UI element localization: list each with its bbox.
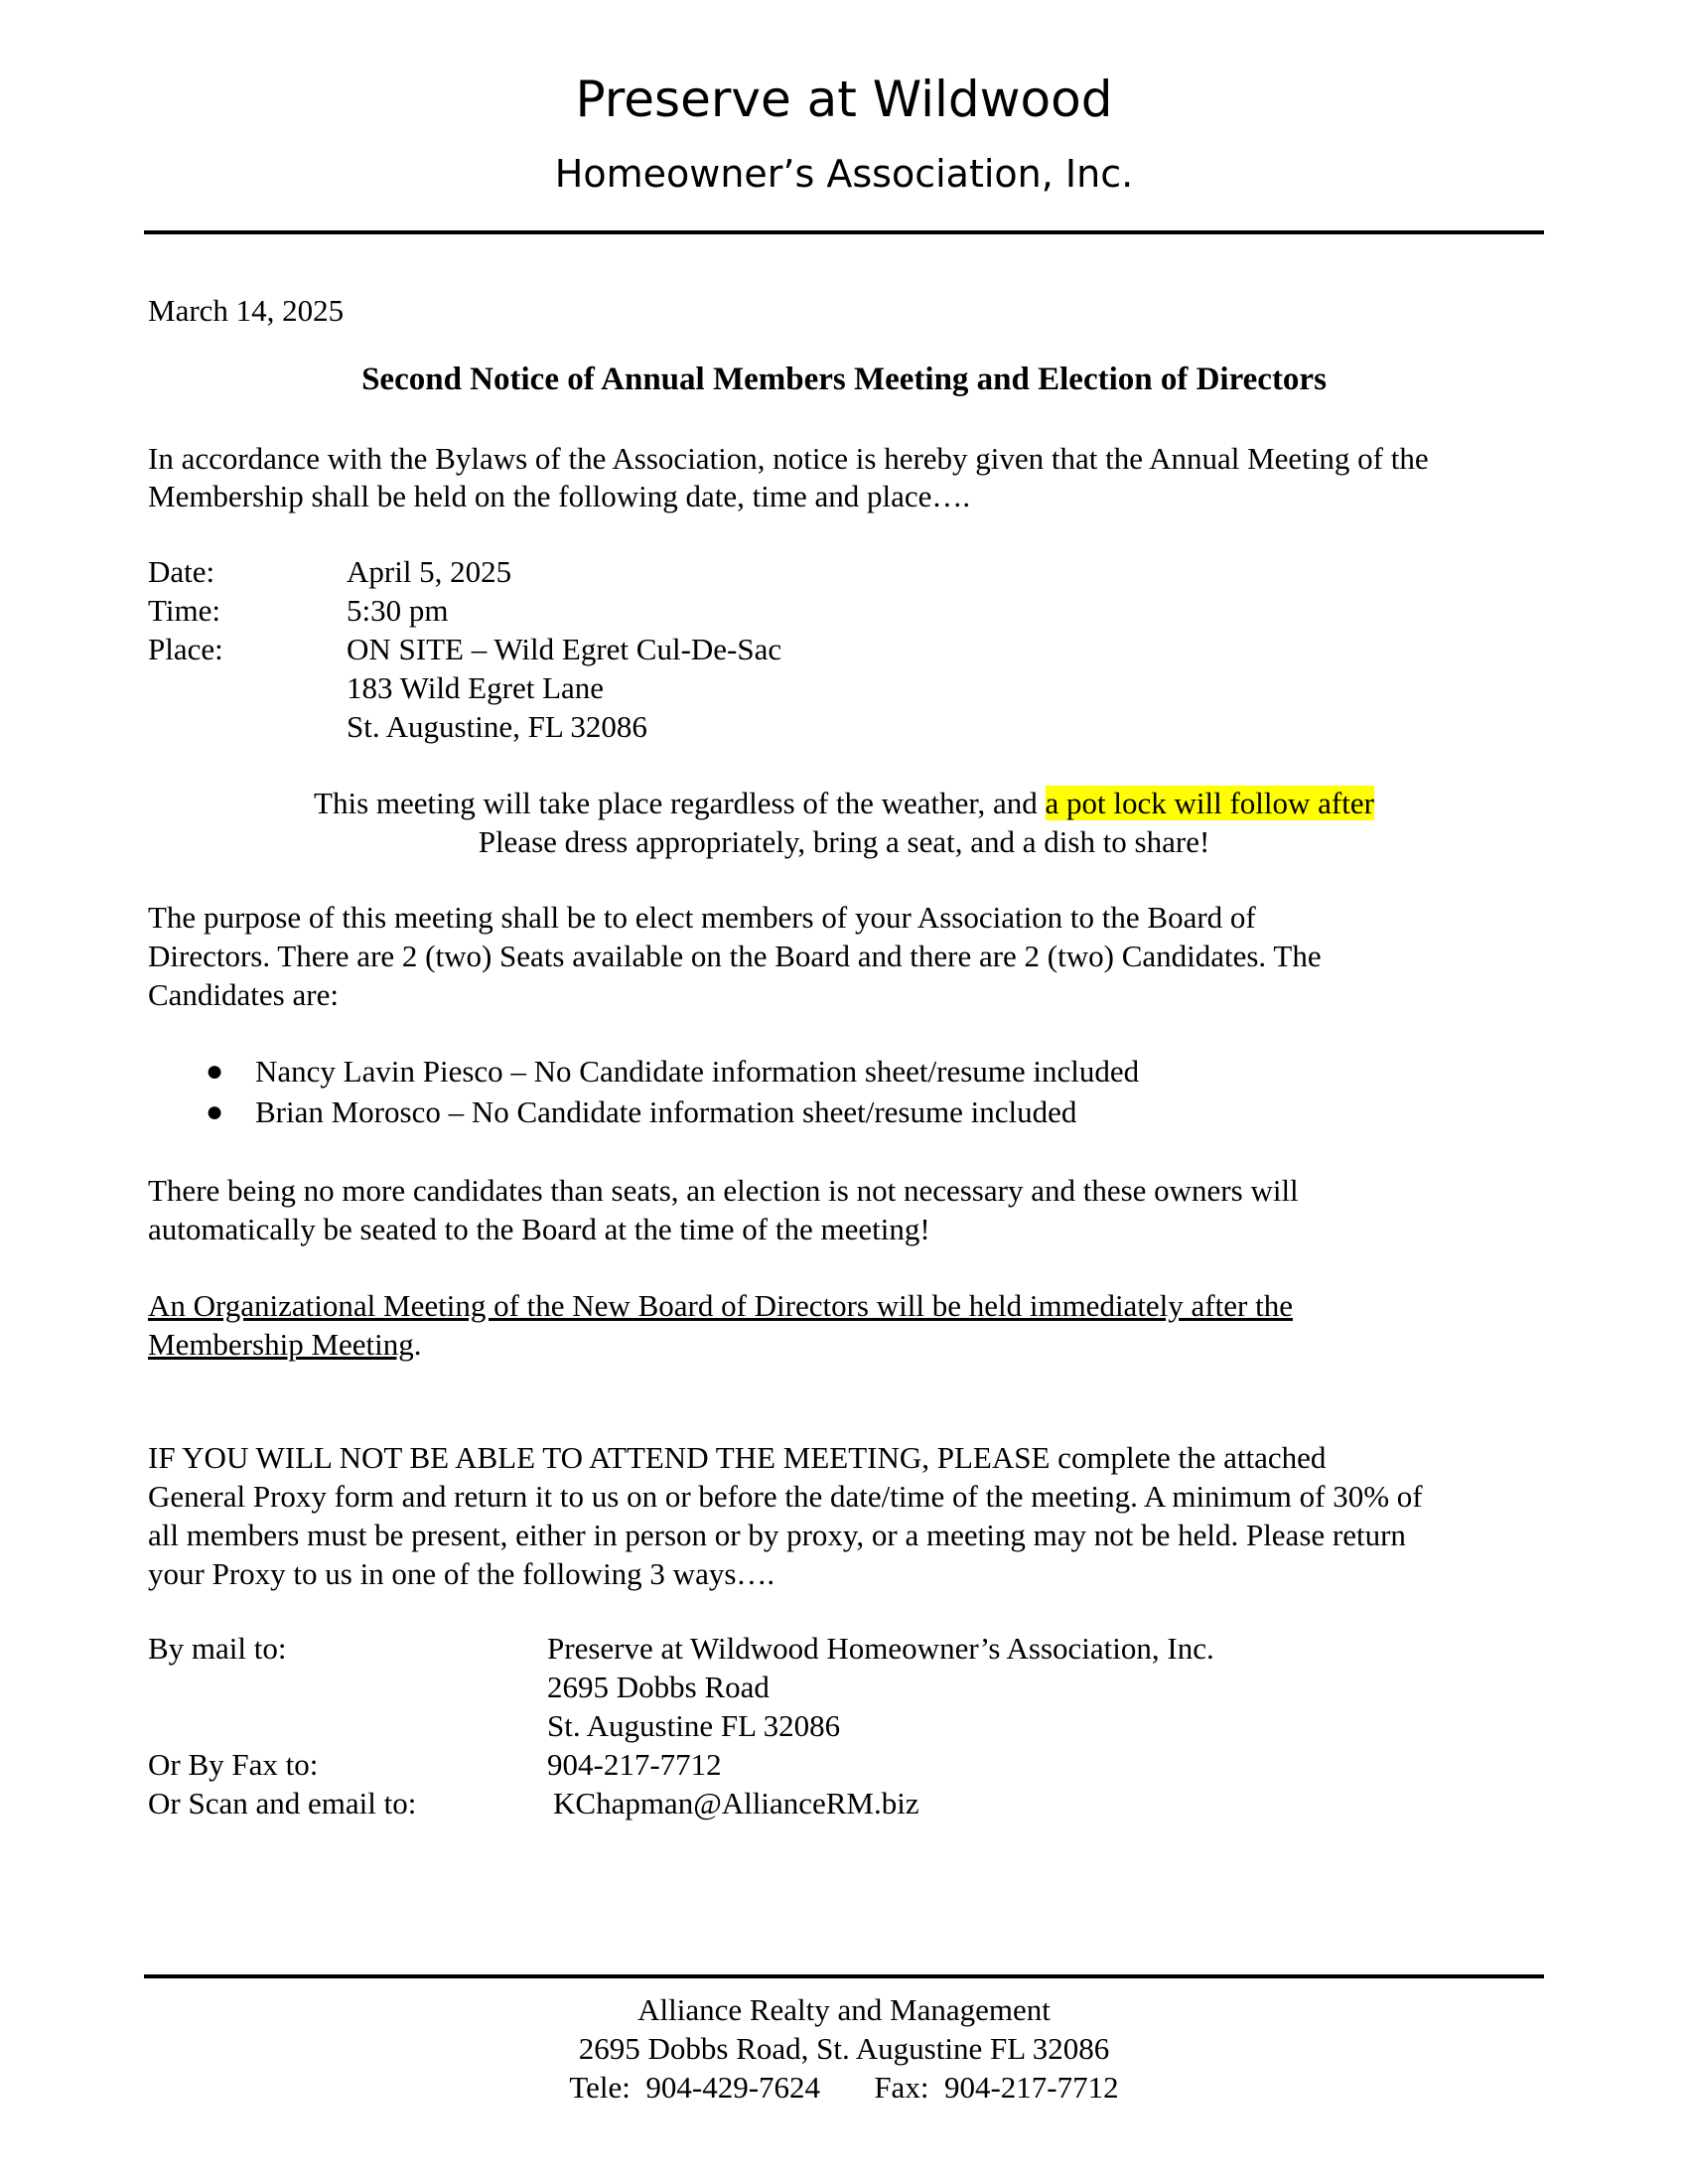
footer-contact: [0, 2069, 1688, 2107]
place-line-3: St. Augustine, FL 32086: [347, 709, 647, 744]
purpose-line-3: Candidates are:: [148, 977, 339, 1012]
bullet-icon: ●: [206, 1095, 224, 1128]
notice-date: March 14, 2025: [148, 293, 345, 328]
no-election-line-1: There being no more candidates than seats, an election is not necessary and these owners will: [148, 1173, 1299, 1208]
bullet-icon: ●: [206, 1055, 224, 1088]
mail-line-1: Preserve at Wildwood Homeowner’s Association, Inc.: [547, 1631, 1214, 1666]
footer-address: 2695 Dobbs Road, St. Augustine FL 32086: [578, 2031, 1110, 2066]
fax-number: 904-217-7712: [547, 1747, 722, 1782]
footer-rule: [144, 1974, 1544, 1978]
org-meeting-line-1: An Organizational Meeting of the New Board of Directors will be held immediately after the: [148, 1288, 1293, 1323]
document-title: Second Notice of Annual Members Meeting and Election of Directors: [361, 362, 1327, 397]
purpose-line-1: The purpose of this meeting shall be to elect members of your Association to the Board of: [148, 900, 1256, 935]
place-label: Place:: [148, 632, 223, 666]
footer-tele: 904-429-7624: [645, 2070, 821, 2105]
email-address[interactable]: KChapman@AllianceRM.biz: [553, 1786, 919, 1820]
header-rule: [144, 230, 1544, 234]
place-line-2: 183 Wild Egret Lane: [347, 670, 605, 705]
proxy-line-2: General Proxy form and return it to us on or before the date/time of the meeting. A minimum of 30% of: [148, 1479, 1423, 1514]
mail-line-3: St. Augustine FL 32086: [547, 1708, 841, 1743]
purpose-line-2: Directors. There are 2 (two) Seats available on the Board and there are 2 (two) Candidates. The: [148, 939, 1322, 973]
mail-line-2: 2695 Dobbs Road: [547, 1670, 770, 1704]
footer-fax: 904-217-7712: [943, 2070, 1119, 2105]
org-meeting-underlined: Membership Meeting: [148, 1327, 414, 1362]
no-election-line-2: automatically be seated to the Board at the time of the meeting!: [148, 1212, 930, 1246]
place-line-1: ON SITE – Wild Egret Cul-De-Sac: [347, 632, 782, 666]
org-meeting-period: .: [413, 1327, 422, 1362]
time-label: Time:: [148, 593, 220, 628]
date-label: Date:: [148, 554, 215, 589]
proxy-line-4: your Proxy to us in one of the following 3 ways….: [148, 1556, 775, 1591]
date-value: April 5, 2025: [347, 554, 512, 589]
intro-line-1: In accordance with the Bylaws of the Association, notice is hereby given that the Annual Meeting of the: [148, 441, 1429, 476]
time-value: 5:30 pm: [347, 593, 449, 628]
org-meeting-line-2: [148, 1326, 422, 1364]
association-subtitle: Homeowner’s Association, Inc.: [554, 152, 1134, 196]
candidate-2: Brian Morosco – No Candidate information sheet/resume included: [255, 1094, 1077, 1129]
footer-tele-label: Tele:: [569, 2070, 631, 2105]
association-name: Preserve at Wildwood: [575, 71, 1113, 128]
mail-label: By mail to:: [148, 1631, 287, 1666]
weather-line-1: [0, 785, 1688, 822]
candidate-1: Nancy Lavin Piesco – No Candidate information sheet/resume included: [255, 1054, 1140, 1089]
email-label: Or Scan and email to:: [148, 1786, 417, 1820]
highlighted-potluck: a pot lock will follow after: [1045, 786, 1374, 820]
fax-label: Or By Fax to:: [148, 1747, 319, 1782]
footer-fax-label: Fax:: [874, 2070, 929, 2105]
proxy-line-1: IF YOU WILL NOT BE ABLE TO ATTEND THE MEETING, PLEASE complete the attached: [148, 1440, 1327, 1475]
intro-line-2: Membership shall be held on the following date, time and place….: [148, 479, 971, 513]
weather-text: This meeting will take place regardless of the weather, and: [314, 786, 1046, 820]
footer-company: Alliance Realty and Management: [637, 1992, 1051, 2027]
weather-line-2: Please dress appropriately, bring a seat, and a dish to share!: [478, 824, 1210, 859]
proxy-line-3: all members must be present, either in person or by proxy, or a meeting may not be held. Please return: [148, 1518, 1406, 1552]
